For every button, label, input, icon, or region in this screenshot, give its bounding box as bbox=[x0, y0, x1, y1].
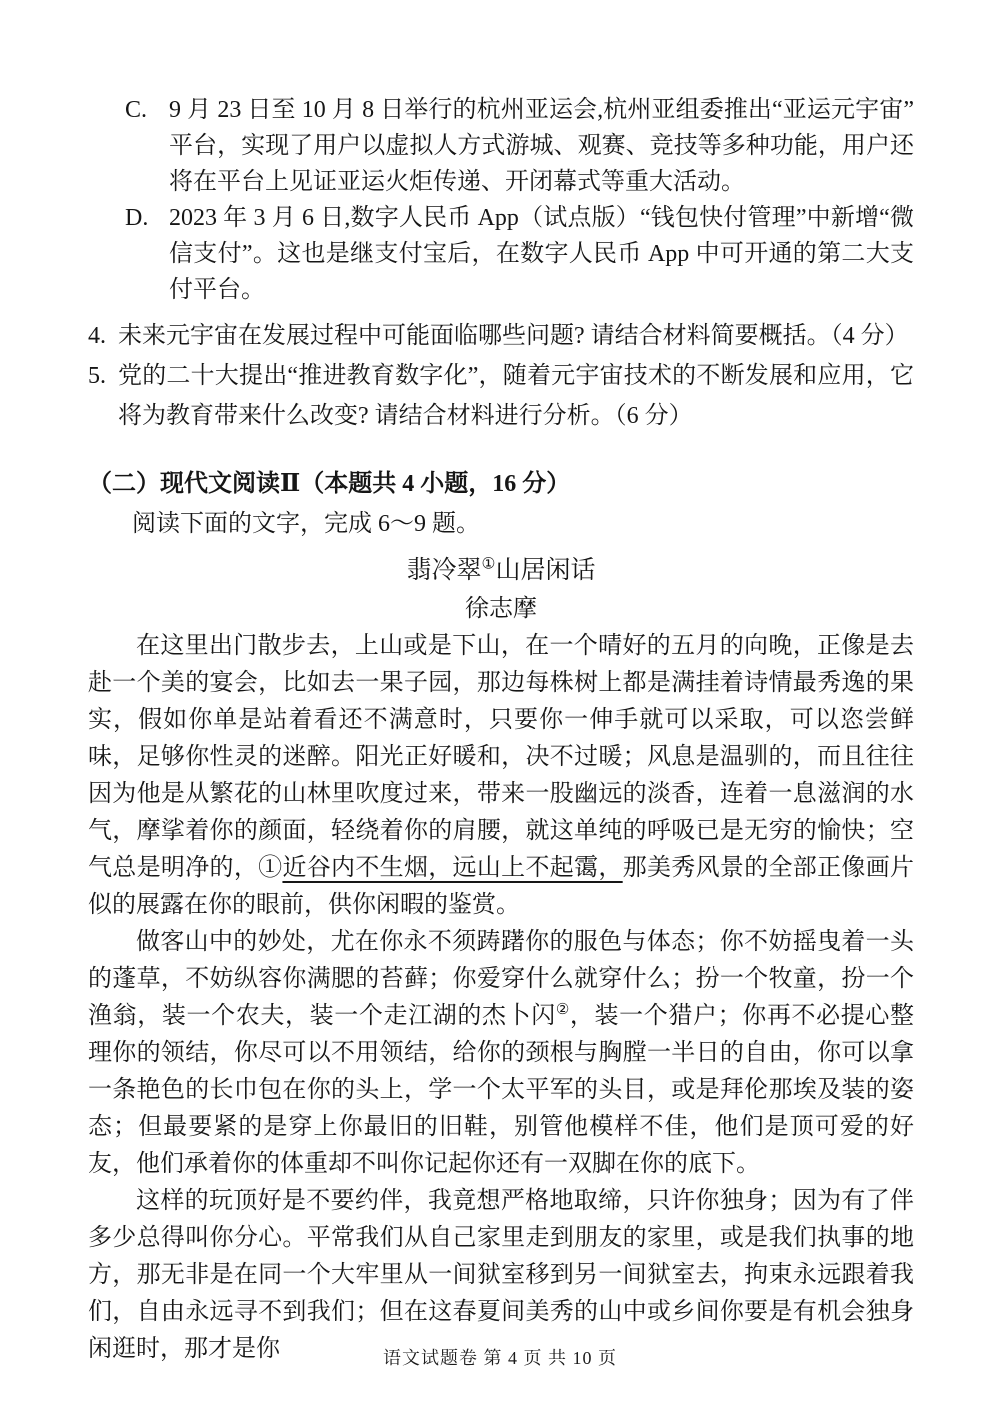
footnote-ref-1: ① bbox=[481, 555, 496, 573]
underline-marker: ① bbox=[258, 855, 283, 881]
question-5 bbox=[88, 356, 914, 436]
essay-title-rest: 山居闲话 bbox=[495, 557, 596, 584]
footnote-ref-2: ② bbox=[555, 1002, 570, 1018]
reading-section-2 bbox=[88, 464, 914, 544]
option-d bbox=[125, 200, 914, 308]
question-4 bbox=[88, 316, 914, 356]
essay-paragraph-1 bbox=[88, 628, 914, 924]
essay-paragraph-3 bbox=[88, 1183, 914, 1368]
paragraph-text: 那美秀风景的全部正像画片似的展露在你的眼前，供你闲暇的鉴赏。 bbox=[88, 855, 915, 918]
essay-title bbox=[88, 552, 914, 590]
questions bbox=[88, 316, 914, 436]
underlined-sentence: 近谷内不生烟，远山上不起霭， bbox=[282, 855, 623, 881]
section-heading: （二）现代文阅读Ⅱ（本题共 4 小题，16 分） bbox=[88, 471, 571, 497]
question-4-text: 未来元宇宙在发展过程中可能面临哪些问题? 请结合材料简要概括。（4 分） bbox=[118, 323, 909, 349]
option-c-label: C. bbox=[125, 97, 148, 123]
paragraph-text: 这样的玩顶好是不要约伴，我竟想严格地取缔，只许你独身；因为有了伴多少总得叫你分心。平常我们从自己家里走到朋友的家里，或是我们执事的地方，那无非是在同一个大牢里从一间狱室移到另一间狱室去，拘束永远跟着我们，自由永远寻不到我们；但在这春夏间美秀的山中或乡间你要是有机会独身闲逛时，那才是你 bbox=[88, 1188, 914, 1362]
paragraph-text: 在这里出门散步去，上山或是下山，在一个晴好的五月的向晚，正像是去赴一个美的宴会，比如去一果子园，那边每株树上都是满挂着诗情最秀逸的果实，假如你单是站着看还不满意时，只要你一伸手就可以采取，可以恣尝鲜味，足够你性灵的迷醉。阳光正好暖和，决不过暖；风息是温驯的，而且往往因为他是从繁花的山林里吹度过来，带来一股幽远的淡香，连着一息滋润的水气，摩挲着你的颜面，轻绕着你的肩腰，就这单纯的呼吸已是无穷的愉快；空气总是明净的， bbox=[88, 633, 914, 881]
question-5-text: 党的二十大提出“推进教育数字化”，随着元宇宙技术的不断发展和应用，它将为教育带来什么改变? 请结合材料进行分析。（6 分） bbox=[118, 363, 914, 429]
option-c-text: 9 月 23 日至 10 月 8 日举行的杭州亚运会,杭州亚组委推出“亚运元宇宙”平台，实现了用户以虚拟人方式游城、观赛、竞技等多种功能，用户还将在平台上见证亚运火炬传递、开闭幕式等重大活动。 bbox=[169, 97, 914, 195]
question-4-number: 4. bbox=[88, 323, 106, 349]
page-footer: 语文试题卷 第 4 页 共 10 页 bbox=[383, 1348, 617, 1368]
option-c bbox=[125, 92, 914, 200]
essay bbox=[88, 552, 914, 1368]
question-5-number: 5. bbox=[88, 363, 106, 389]
essay-author: 徐志摩 bbox=[465, 596, 537, 622]
paragraph-text: ，装一个猎户；你再不必提心整理你的领结，你尽可以不用领结，给你的颈根与胸膛一半日的自由，你可以拿一条艳色的长巾包在你的头上，学一个太平军的头目，或是拜伦那埃及装的姿态；但最要紧的是穿上你最旧的旧鞋，别管他模样不佳，他们是顶可爱的好友，他们承着你的体重却不叫你记起你还有一双脚在你的底下。 bbox=[88, 1003, 915, 1177]
choice-options bbox=[125, 92, 914, 308]
essay-title-main: 翡冷翠 bbox=[406, 557, 482, 584]
paragraph-text: 做客山中的妙处，尤在你永不须踌躇你的服色与体态；你不妨摇曳着一头的蓬草，不妨纵容你满腮的苔藓；你爱穿什么就穿什么；扮一个牧童，扮一个渔翁，装一个农夫，装一个走江湖的杰卜闪 bbox=[88, 929, 914, 1029]
option-d-text: 2023 年 3 月 6 日,数字人民币 App（试点版）“钱包快付管理”中新增“微信支付”。这也是继支付宝后，在数字人民币 App 中可开通的第二大支付平台。 bbox=[169, 205, 914, 303]
section-instruction: 阅读下面的文字，完成 6～9 题。 bbox=[132, 511, 480, 537]
essay-paragraph-2 bbox=[88, 924, 914, 1183]
option-d-label: D. bbox=[125, 205, 149, 231]
